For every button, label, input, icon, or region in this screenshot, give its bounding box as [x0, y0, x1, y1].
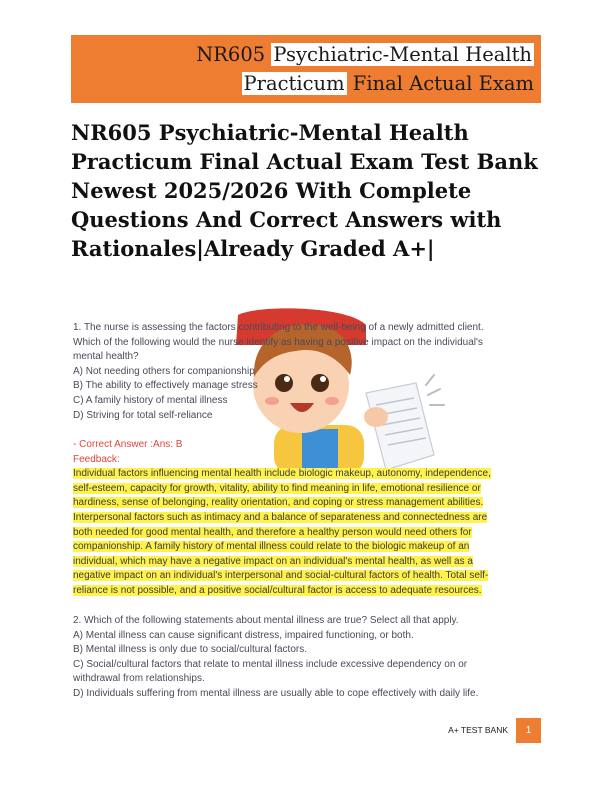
title-line: NR605 Psychiatric-Mental Health [71, 120, 469, 145]
banner-line-2 [242, 71, 534, 97]
page-footer [440, 718, 541, 743]
question-1-option-a: A) Not needing others for companionship [73, 365, 255, 377]
question-1-stem-line: Which of the following would the nurse identify as having a positive impact on the individual's [73, 336, 483, 348]
question-1-stem-line: mental health? [73, 351, 139, 363]
rationale-line [73, 540, 469, 555]
question-1-option-b: B) The ability to effectively manage stress [73, 380, 258, 392]
sparkle-lines-icon [426, 375, 444, 405]
rationale-text: individual, which may have a negative impact on an individual's mental health, as well as a [73, 555, 473, 567]
rationale-text: Individual factors influencing mental health include biologic makeup, autonomy, independence, [73, 468, 491, 480]
rationale-text: self-esteem, capacity for growth, vitality, ability to find meaning in life, emotional resilience or [73, 482, 481, 494]
banner-exam-label: Final Actual Exam [346, 72, 534, 95]
page-number-badge: 1 [516, 718, 541, 743]
document-title [71, 118, 541, 263]
footer-label: A+ TEST BANK [448, 725, 508, 735]
header-banner [71, 35, 541, 103]
rationale-text: Interpersonal factors such as intimacy and a balance of separateness and connectedness are [73, 512, 488, 523]
question-1-option-c: C) A family history of mental illness [73, 395, 228, 406]
rationale-line [73, 555, 473, 570]
rationale-line [73, 496, 483, 511]
rationale-text: companionship. A family history of mental illness could relate to the biologic makeup of an [73, 541, 470, 553]
banner-course-name: Psychiatric-Mental Health [273, 43, 532, 66]
rationale-text: negative impact on an individual's interpersonal and social-cultural factors of health. Total self- [73, 570, 489, 582]
rationale-line [73, 569, 488, 584]
banner-practicum: Practicum [243, 72, 345, 95]
rationale-text: both needed for good mental health, and therefore a healthy person would need others for [73, 526, 472, 538]
title-line: Newest 2025/2026 With Complete [71, 178, 472, 203]
rationale-line [73, 467, 491, 482]
question-2-stem-line: 2. Which of the following statements about mental illness are true? Select all that apply. [73, 615, 459, 626]
title-line: Questions And Correct Answers with [71, 207, 502, 232]
rationale-line [73, 482, 481, 497]
question-1-stem-line: 1. The nurse is assessing the factors contributing to the well-being of a newly admitted client. [73, 322, 484, 333]
question-1-feedback-label: Feedback: [73, 453, 120, 465]
rationale-text: hardiness, sense of belonging, reality orientation, and coping or stress management abilities. [73, 497, 484, 509]
question-2-option-d: D) Individuals suffering from mental illness are usually able to cope effectively with daily life. [73, 688, 479, 699]
question-2-option-b: B) Mental illness is only due to social/cultural factors. [73, 644, 307, 656]
rationale-text: reliance is not possible, and a positive social/cultural factor is access to adequate resources. [73, 585, 482, 596]
question-2-option-c-continued: withdrawal from relationships. [73, 673, 205, 685]
question-1-option-d: D) Striving for total self-reliance [73, 409, 213, 421]
question-1-correct-answer: - Correct Answer :Ans: B [73, 439, 183, 450]
title-line: Rationales|Already Graded A+| [71, 236, 435, 261]
rationale-line [73, 584, 482, 599]
question-2-option-c: C) Social/cultural factors that relate to mental illness include excessive dependency on or [73, 658, 468, 670]
banner-line-1 [196, 42, 534, 68]
title-line: Practicum Final Actual Exam Test Bank [71, 149, 538, 174]
rationale-line [73, 526, 472, 541]
rationale-line [73, 511, 487, 526]
question-2-option-a: A) Mental illness can cause significant distress, impaired functioning, or both. [73, 629, 414, 641]
banner-code: NR605 [196, 43, 272, 66]
